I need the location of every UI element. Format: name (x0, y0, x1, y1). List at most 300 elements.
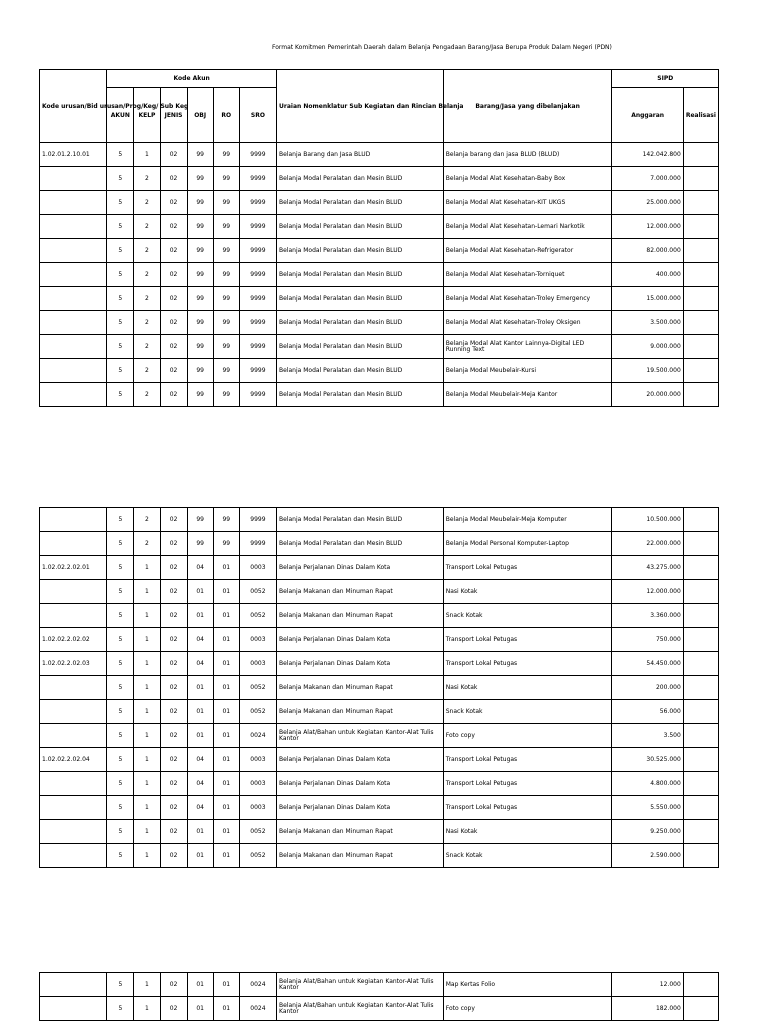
jenis-cell: 02 (160, 973, 187, 997)
realisasi-cell (683, 676, 718, 700)
realisasi-cell (683, 191, 718, 215)
barang-cell: Transport Lokal Petugas (443, 556, 612, 580)
obj-cell: 99 (187, 239, 213, 263)
uraian-cell: Belanja Alat/Bahan untuk Kegiatan Kantor-Alat Tulis Kantor (277, 724, 444, 748)
akun-cell: 5 (107, 556, 134, 580)
anggaran-cell: 2.590.000 (612, 844, 683, 868)
barang-cell: Transport Lokal Petugas (443, 748, 612, 772)
akun-cell: 5 (107, 700, 134, 724)
jenis-cell: 02 (160, 556, 187, 580)
obj-cell: 01 (187, 997, 213, 1021)
uraian-cell: Belanja Perjalanan Dinas Dalam Kota (277, 556, 444, 580)
uraian-cell: Belanja Perjalanan Dinas Dalam Kota (277, 628, 444, 652)
kode-urusan-cell: 1.02.01.2.10.01 (40, 143, 107, 167)
table-row (40, 604, 719, 628)
table-row (40, 628, 719, 652)
realisasi-cell (683, 383, 718, 407)
anggaran-cell: 56.000 (612, 700, 683, 724)
kode-urusan-cell (40, 796, 107, 820)
jenis-cell: 02 (160, 167, 187, 191)
jenis-cell: 02 (160, 508, 187, 532)
barang-cell: Belanja Modal Meubelair-Kursi (443, 359, 612, 383)
table-row (40, 359, 719, 383)
akun-cell: 5 (107, 191, 134, 215)
barang-cell: Snack Kotak (443, 604, 612, 628)
sro-cell: 9999 (239, 335, 276, 359)
header-sipd: SIPD (612, 70, 719, 88)
obj-cell: 99 (187, 311, 213, 335)
table-row (40, 143, 719, 167)
sro-cell: 0052 (239, 676, 276, 700)
barang-cell: Snack Kotak (443, 700, 612, 724)
barang-cell: Belanja Modal Alat Kesehatan-KIT UKGS (443, 191, 612, 215)
barang-cell: Belanja barang dan jasa BLUD (BLUD) (443, 143, 612, 167)
sro-cell: 0003 (239, 628, 276, 652)
header-ro: RO (213, 88, 239, 143)
barang-cell: Transport Lokal Petugas (443, 652, 612, 676)
kelp-cell: 1 (134, 820, 160, 844)
header-barang: Barang/Jasa yang dibelanjakan (443, 70, 612, 143)
akun-cell: 5 (107, 724, 134, 748)
realisasi-cell (683, 604, 718, 628)
realisasi-cell (683, 580, 718, 604)
kelp-cell: 2 (134, 508, 160, 532)
obj-cell: 99 (187, 335, 213, 359)
kode-urusan-cell (40, 311, 107, 335)
realisasi-cell (683, 335, 718, 359)
kode-urusan-cell (40, 215, 107, 239)
barang-cell: Foto copy (443, 997, 612, 1021)
header-akun: AKUN (107, 88, 134, 143)
sro-cell: 9999 (239, 191, 276, 215)
akun-cell: 5 (107, 820, 134, 844)
realisasi-cell (683, 532, 718, 556)
kode-urusan-cell (40, 359, 107, 383)
akun-cell: 5 (107, 311, 134, 335)
page-title: Format Komitmen Pemerintah Daerah dalam Belanja Pengadaan Barang/Jasa Berupa Produk Dalam Negeri (PDN) (272, 44, 612, 51)
kode-urusan-cell (40, 724, 107, 748)
kode-urusan-cell (40, 676, 107, 700)
header-kode-akun: Kode Akun (107, 70, 277, 88)
kode-urusan-cell: 1.02.02.2.02.02 (40, 628, 107, 652)
kelp-cell: 2 (134, 383, 160, 407)
sro-cell: 9999 (239, 287, 276, 311)
table-row (40, 820, 719, 844)
anggaran-cell: 200.000 (612, 676, 683, 700)
uraian-cell: Belanja Barang dan Jasa BLUD (277, 143, 444, 167)
uraian-cell: Belanja Perjalanan Dinas Dalam Kota (277, 652, 444, 676)
kelp-cell: 1 (134, 652, 160, 676)
header-uraian: Uraian Nomenklatur Sub Kegiatan dan Rincian Belanja (277, 70, 444, 143)
obj-cell: 04 (187, 748, 213, 772)
kelp-cell: 1 (134, 844, 160, 868)
jenis-cell: 02 (160, 311, 187, 335)
realisasi-cell (683, 508, 718, 532)
ro-cell: 01 (213, 997, 239, 1021)
kelp-cell: 1 (134, 676, 160, 700)
sro-cell: 9999 (239, 311, 276, 335)
table-row (40, 652, 719, 676)
akun-cell: 5 (107, 335, 134, 359)
uraian-cell: Belanja Alat/Bahan untuk Kegiatan Kantor-Alat Tulis Kantor (277, 997, 444, 1021)
realisasi-cell (683, 700, 718, 724)
realisasi-cell (683, 997, 718, 1021)
uraian-cell: Belanja Modal Peralatan dan Mesin BLUD (277, 383, 444, 407)
barang-cell: Belanja Modal Alat Kesehatan-Troley Oksigen (443, 311, 612, 335)
obj-cell: 01 (187, 820, 213, 844)
obj-cell: 01 (187, 973, 213, 997)
kelp-cell: 1 (134, 997, 160, 1021)
realisasi-cell (683, 973, 718, 997)
anggaran-cell: 43.275.000 (612, 556, 683, 580)
realisasi-cell (683, 359, 718, 383)
kode-urusan-cell (40, 508, 107, 532)
anggaran-cell: 82.000.000 (612, 239, 683, 263)
anggaran-cell: 3.360.000 (612, 604, 683, 628)
kode-urusan-cell (40, 973, 107, 997)
barang-cell: Belanja Modal Alat Kesehatan-Baby Box (443, 167, 612, 191)
obj-cell: 01 (187, 580, 213, 604)
uraian-cell: Belanja Makanan dan Minuman Rapat (277, 820, 444, 844)
obj-cell: 04 (187, 772, 213, 796)
kode-urusan-cell (40, 700, 107, 724)
anggaran-cell: 12.000.000 (612, 215, 683, 239)
sro-cell: 9999 (239, 532, 276, 556)
anggaran-cell: 30.525.000 (612, 748, 683, 772)
anggaran-cell: 3.500 (612, 724, 683, 748)
obj-cell: 01 (187, 604, 213, 628)
table-row (40, 796, 719, 820)
akun-cell: 5 (107, 997, 134, 1021)
kode-urusan-cell (40, 335, 107, 359)
realisasi-cell (683, 239, 718, 263)
uraian-cell: Belanja Alat/Bahan untuk Kegiatan Kantor-Alat Tulis Kantor (277, 973, 444, 997)
uraian-cell: Belanja Modal Peralatan dan Mesin BLUD (277, 287, 444, 311)
sro-cell: 0052 (239, 844, 276, 868)
obj-cell: 04 (187, 556, 213, 580)
kelp-cell: 2 (134, 335, 160, 359)
table-row (40, 772, 719, 796)
anggaran-cell: 9.000.000 (612, 335, 683, 359)
uraian-cell: Belanja Modal Peralatan dan Mesin BLUD (277, 191, 444, 215)
uraian-cell: Belanja Modal Peralatan dan Mesin BLUD (277, 167, 444, 191)
uraian-cell: Belanja Modal Peralatan dan Mesin BLUD (277, 335, 444, 359)
anggaran-cell: 25.000.000 (612, 191, 683, 215)
uraian-cell: Belanja Makanan dan Minuman Rapat (277, 676, 444, 700)
anggaran-cell: 22.000.000 (612, 532, 683, 556)
table-row (40, 532, 719, 556)
kelp-cell: 2 (134, 263, 160, 287)
kelp-cell: 2 (134, 532, 160, 556)
table-row (40, 724, 719, 748)
uraian-cell: Belanja Modal Peralatan dan Mesin BLUD (277, 263, 444, 287)
jenis-cell: 02 (160, 997, 187, 1021)
obj-cell: 99 (187, 508, 213, 532)
realisasi-cell (683, 263, 718, 287)
jenis-cell: 02 (160, 820, 187, 844)
jenis-cell: 02 (160, 604, 187, 628)
sro-cell: 0052 (239, 580, 276, 604)
uraian-cell: Belanja Makanan dan Minuman Rapat (277, 844, 444, 868)
ro-cell: 99 (213, 508, 239, 532)
kode-urusan-cell (40, 844, 107, 868)
anggaran-cell: 12.000.000 (612, 580, 683, 604)
akun-cell: 5 (107, 628, 134, 652)
barang-cell: Belanja Modal Alat Kesehatan-Refrigerator (443, 239, 612, 263)
ro-cell: 01 (213, 676, 239, 700)
obj-cell: 99 (187, 143, 213, 167)
jenis-cell: 02 (160, 724, 187, 748)
realisasi-cell (683, 215, 718, 239)
realisasi-cell (683, 652, 718, 676)
table-row (40, 973, 719, 997)
uraian-cell: Belanja Makanan dan Minuman Rapat (277, 604, 444, 628)
ro-cell: 99 (213, 287, 239, 311)
jenis-cell: 02 (160, 796, 187, 820)
anggaran-cell: 142.042.800 (612, 143, 683, 167)
kode-urusan-cell: 1.02.02.2.02.01 (40, 556, 107, 580)
akun-cell: 5 (107, 604, 134, 628)
akun-cell: 5 (107, 748, 134, 772)
kode-urusan-cell (40, 580, 107, 604)
realisasi-cell (683, 628, 718, 652)
obj-cell: 99 (187, 215, 213, 239)
realisasi-cell (683, 820, 718, 844)
header-kelp: KELP (134, 88, 160, 143)
sro-cell: 9999 (239, 143, 276, 167)
anggaran-cell: 5.550.000 (612, 796, 683, 820)
sro-cell: 0003 (239, 556, 276, 580)
obj-cell: 01 (187, 676, 213, 700)
sro-cell: 0052 (239, 604, 276, 628)
table-row (40, 311, 719, 335)
anggaran-cell: 12.000 (612, 973, 683, 997)
sro-cell: 0003 (239, 652, 276, 676)
obj-cell: 04 (187, 652, 213, 676)
obj-cell: 04 (187, 628, 213, 652)
ro-cell: 99 (213, 167, 239, 191)
jenis-cell: 02 (160, 287, 187, 311)
kode-urusan-cell: 1.02.02.2.02.03 (40, 652, 107, 676)
kelp-cell: 2 (134, 239, 160, 263)
akun-cell: 5 (107, 532, 134, 556)
uraian-cell: Belanja Modal Peralatan dan Mesin BLUD (277, 359, 444, 383)
obj-cell: 99 (187, 167, 213, 191)
table-row (40, 167, 719, 191)
uraian-cell: Belanja Perjalanan Dinas Dalam Kota (277, 772, 444, 796)
table-row (40, 287, 719, 311)
table-row (40, 844, 719, 868)
table-row (40, 215, 719, 239)
ro-cell: 01 (213, 724, 239, 748)
realisasi-cell (683, 796, 718, 820)
ro-cell: 01 (213, 820, 239, 844)
table-row (40, 239, 719, 263)
kode-urusan-cell (40, 263, 107, 287)
anggaran-cell: 4.800.000 (612, 772, 683, 796)
ro-cell: 01 (213, 748, 239, 772)
akun-cell: 5 (107, 844, 134, 868)
anggaran-cell: 54.450.000 (612, 652, 683, 676)
kelp-cell: 1 (134, 796, 160, 820)
obj-cell: 99 (187, 191, 213, 215)
jenis-cell: 02 (160, 532, 187, 556)
realisasi-cell (683, 311, 718, 335)
kode-urusan-cell (40, 287, 107, 311)
realisasi-cell (683, 772, 718, 796)
kelp-cell: 1 (134, 628, 160, 652)
jenis-cell: 02 (160, 239, 187, 263)
ro-cell: 01 (213, 844, 239, 868)
kelp-cell: 2 (134, 287, 160, 311)
kelp-cell: 1 (134, 580, 160, 604)
barang-cell: Transport Lokal Petugas (443, 772, 612, 796)
barang-cell: Belanja Modal Personal Komputer-Laptop (443, 532, 612, 556)
realisasi-cell (683, 844, 718, 868)
akun-cell: 5 (107, 383, 134, 407)
kelp-cell: 1 (134, 724, 160, 748)
akun-cell: 5 (107, 215, 134, 239)
table-row (40, 556, 719, 580)
ro-cell: 99 (213, 215, 239, 239)
kode-urusan-cell (40, 191, 107, 215)
ro-cell: 99 (213, 359, 239, 383)
kode-urusan-cell (40, 239, 107, 263)
table-row (40, 508, 719, 532)
barang-cell: Map Kertas Folio (443, 973, 612, 997)
ro-cell: 01 (213, 973, 239, 997)
kode-urusan-cell (40, 820, 107, 844)
ro-cell: 01 (213, 628, 239, 652)
kelp-cell: 1 (134, 556, 160, 580)
akun-cell: 5 (107, 796, 134, 820)
anggaran-cell: 7.000.000 (612, 167, 683, 191)
barang-cell: Nasi Kotak (443, 676, 612, 700)
barang-cell: Belanja Modal Meubelair-Meja Komputer (443, 508, 612, 532)
barang-cell: Belanja Modal Alat Kesehatan-Lemari Narkotik (443, 215, 612, 239)
jenis-cell: 02 (160, 628, 187, 652)
kode-urusan-cell: 1.02.02.2.02.04 (40, 748, 107, 772)
anggaran-cell: 3.500.000 (612, 311, 683, 335)
anggaran-cell: 19.500.000 (612, 359, 683, 383)
ro-cell: 01 (213, 700, 239, 724)
sro-cell: 0024 (239, 973, 276, 997)
barang-cell: Belanja Modal Alat Kantor Lainnya-Digital LED Running Text (443, 335, 612, 359)
realisasi-cell (683, 143, 718, 167)
barang-cell: Snack Kotak (443, 844, 612, 868)
barang-cell: Belanja Modal Alat Kesehatan-Troley Emergency (443, 287, 612, 311)
akun-cell: 5 (107, 359, 134, 383)
realisasi-cell (683, 287, 718, 311)
anggaran-cell: 15.000.000 (612, 287, 683, 311)
uraian-cell: Belanja Perjalanan Dinas Dalam Kota (277, 748, 444, 772)
sro-cell: 0024 (239, 724, 276, 748)
akun-cell: 5 (107, 287, 134, 311)
anggaran-cell: 10.500.000 (612, 508, 683, 532)
sro-cell: 0024 (239, 997, 276, 1021)
budget-table-2 (39, 507, 719, 868)
obj-cell: 01 (187, 844, 213, 868)
kode-urusan-cell (40, 772, 107, 796)
kelp-cell: 2 (134, 215, 160, 239)
anggaran-cell: 9.250.000 (612, 820, 683, 844)
akun-cell: 5 (107, 508, 134, 532)
sro-cell: 0003 (239, 748, 276, 772)
ro-cell: 01 (213, 604, 239, 628)
anggaran-cell: 400.000 (612, 263, 683, 287)
akun-cell: 5 (107, 263, 134, 287)
jenis-cell: 02 (160, 700, 187, 724)
akun-cell: 5 (107, 973, 134, 997)
realisasi-cell (683, 167, 718, 191)
ro-cell: 99 (213, 335, 239, 359)
sro-cell: 9999 (239, 167, 276, 191)
kode-urusan-cell (40, 532, 107, 556)
akun-cell: 5 (107, 652, 134, 676)
table-row (40, 383, 719, 407)
barang-cell: Belanja Modal Meubelair-Meja Kantor (443, 383, 612, 407)
ro-cell: 99 (213, 191, 239, 215)
sro-cell: 9999 (239, 359, 276, 383)
table-row (40, 191, 719, 215)
sro-cell: 9999 (239, 239, 276, 263)
anggaran-cell: 20.000.000 (612, 383, 683, 407)
uraian-cell: Belanja Modal Peralatan dan Mesin BLUD (277, 532, 444, 556)
jenis-cell: 02 (160, 748, 187, 772)
barang-cell: Nasi Kotak (443, 580, 612, 604)
barang-cell: Foto copy (443, 724, 612, 748)
obj-cell: 99 (187, 532, 213, 556)
ro-cell: 99 (213, 532, 239, 556)
ro-cell: 01 (213, 556, 239, 580)
header-anggaran: Anggaran (612, 88, 683, 143)
jenis-cell: 02 (160, 844, 187, 868)
kode-urusan-cell (40, 604, 107, 628)
uraian-cell: Belanja Modal Peralatan dan Mesin BLUD (277, 239, 444, 263)
jenis-cell: 02 (160, 263, 187, 287)
ro-cell: 99 (213, 311, 239, 335)
akun-cell: 5 (107, 167, 134, 191)
uraian-cell: Belanja Perjalanan Dinas Dalam Kota (277, 796, 444, 820)
anggaran-cell: 750.000 (612, 628, 683, 652)
sro-cell: 0052 (239, 820, 276, 844)
kelp-cell: 1 (134, 973, 160, 997)
kode-urusan-cell (40, 383, 107, 407)
obj-cell: 99 (187, 263, 213, 287)
ro-cell: 99 (213, 143, 239, 167)
realisasi-cell (683, 556, 718, 580)
obj-cell: 99 (187, 359, 213, 383)
header-obj: OBJ (187, 88, 213, 143)
kelp-cell: 1 (134, 748, 160, 772)
table-row (40, 335, 719, 359)
sro-cell: 9999 (239, 263, 276, 287)
ro-cell: 01 (213, 652, 239, 676)
table-row (40, 263, 719, 287)
ro-cell: 01 (213, 580, 239, 604)
budget-table-3 (39, 972, 719, 1021)
sro-cell: 0003 (239, 796, 276, 820)
table-row (40, 580, 719, 604)
table-row (40, 748, 719, 772)
header-realisasi: Realisasi (683, 88, 718, 143)
table-row (40, 700, 719, 724)
ro-cell: 01 (213, 796, 239, 820)
table-row (40, 997, 719, 1021)
kelp-cell: 2 (134, 191, 160, 215)
akun-cell: 5 (107, 772, 134, 796)
jenis-cell: 02 (160, 215, 187, 239)
